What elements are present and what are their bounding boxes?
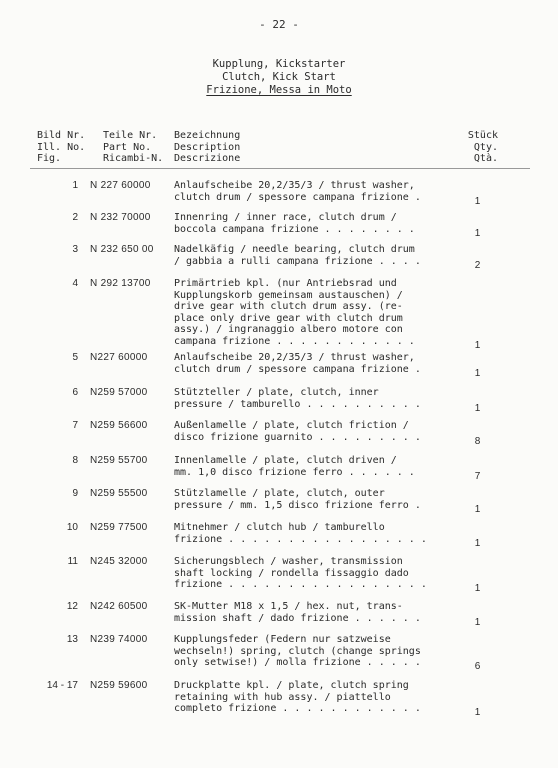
header-part-en: Part No. (103, 141, 152, 153)
fig-number: 11 (67, 556, 78, 567)
part-number: N259 59600 (90, 680, 148, 691)
description-line: frizione . . . . . . . . . . . . . . . . . (174, 579, 427, 590)
header-qty (468, 130, 498, 165)
fig-number: 12 (66, 601, 78, 612)
description-line: Innenring / inner race, clutch drum / (174, 212, 397, 223)
description (174, 244, 474, 267)
header-qty-it: Qtà. (473, 153, 498, 164)
description-line: clutch drum / spessore campana frizione . (174, 363, 421, 375)
description (174, 601, 474, 624)
fig-number: 8 (72, 455, 78, 466)
description-line: frizione . . . . . . . . . . . . . . . . . (174, 533, 427, 545)
description-line: Nadelkäfig / needle bearing, clutch drum (174, 244, 415, 255)
description-line: Anlaufscheibe 20,2/35/3 / thrust washer, (174, 180, 415, 191)
fig-number: 1 (72, 180, 78, 191)
title-italian: Frizione, Messa in Moto (206, 84, 352, 96)
header-desc-it: Descrizione (174, 153, 241, 164)
description (174, 420, 474, 443)
description-line: Anlaufscheibe 20,2/35/3 / thrust washer, (174, 352, 415, 363)
description-line: Stützlamelle / plate, clutch, outer (174, 488, 385, 499)
fig-number: 4 (72, 278, 78, 289)
header-part (103, 130, 163, 165)
page-number: - 22 - (259, 18, 299, 31)
description-line: completo frizione . . . . . . . . . . . . (174, 703, 421, 714)
header-divider (30, 168, 530, 169)
part-number: N242 60500 (90, 601, 148, 612)
part-number: N259 55500 (90, 488, 148, 499)
header-desc-de: Bezeichnung (174, 130, 241, 141)
description-line: campana frizione . . . . . . . . . . . . (174, 335, 415, 347)
description-line: assy.) / ingranaggio albero motore con (174, 324, 403, 335)
header-desc (174, 130, 240, 165)
description-line: only setwise!) / molla frizione . . . . . (174, 657, 421, 668)
description-line: clutch drum / spessore campana frizione . (174, 191, 421, 203)
quantity: 1 (474, 537, 481, 549)
description-line: place only drive gear with clutch drum (174, 312, 403, 324)
quantity: 1 (474, 503, 481, 515)
header-fig-en: Ill. No. (37, 141, 86, 153)
part-number: N259 77500 (90, 522, 148, 533)
description-line: disco frizione guarnito . . . . . . . . . (174, 431, 421, 443)
part-number: N259 56600 (90, 420, 148, 431)
fig-number: 9 (72, 488, 78, 499)
quantity: 1 (474, 402, 481, 414)
description-line: pressure / mm. 1,5 disco frizione ferro . (174, 499, 421, 511)
description-line: retaining with hub assy. / piattello (174, 691, 391, 703)
quantity: 1 (474, 367, 481, 379)
quantity: 1 (474, 227, 481, 239)
description-line: Kupplungsfeder (Federn nur satzweise (174, 634, 391, 645)
part-number: N259 57000 (90, 387, 148, 398)
description-line: / gabbia a rulli campana frizione . . . . (174, 255, 421, 267)
part-number: N 232 70000 (90, 212, 151, 223)
description-line: Sicherungsblech / washer, transmission (174, 556, 403, 567)
quantity: 6 (474, 661, 481, 672)
header-qty-de: Stück (467, 130, 498, 141)
quantity: 1 (474, 707, 481, 718)
description (174, 634, 474, 669)
header-fig-it: Fig. (37, 153, 62, 164)
header-qty-en: Qty. (473, 141, 498, 153)
description (174, 180, 474, 203)
description-line: mm. 1,0 disco frizione ferro . . . . . . (174, 466, 415, 478)
description-line: wechseln!) spring, clutch (change springs (174, 645, 421, 657)
quantity: 8 (474, 435, 481, 447)
part-number: N 292 13700 (90, 278, 151, 289)
description-line: Druckplatte kpl. / plate, clutch spring (174, 680, 409, 691)
part-number: N 232 650 00 (90, 244, 154, 255)
description (174, 488, 474, 511)
description (174, 278, 474, 347)
quantity: 1 (474, 339, 481, 351)
quantity: 7 (474, 470, 481, 482)
part-number: N 227 60000 (90, 180, 151, 191)
part-number: N259 55700 (90, 455, 148, 466)
fig-number: 2 (72, 212, 78, 223)
description-line: drive gear with clutch drum assy. (re- (174, 301, 403, 312)
fig-number: 13 (66, 634, 78, 645)
description-line: Stützteller / plate, clutch, inner (174, 387, 379, 398)
description-line: boccola campana frizione . . . . . . . . (174, 223, 415, 235)
part-number: N239 74000 (90, 634, 148, 645)
description (174, 680, 474, 715)
fig-number: 3 (72, 244, 78, 255)
description (174, 522, 474, 545)
header-desc-en: Description (174, 141, 241, 153)
fig-number: 10 (66, 522, 78, 533)
description (174, 387, 474, 410)
header-fig (37, 130, 85, 165)
description (174, 352, 474, 375)
part-number: N227 60000 (90, 352, 148, 363)
section-title (0, 58, 558, 97)
fig-number: 7 (72, 420, 78, 431)
title-english: Clutch, Kick Start (222, 71, 336, 83)
fig-number: 5 (72, 352, 78, 363)
description-line: mission shaft / dado frizione . . . . . . (174, 612, 421, 624)
header-part-it: Ricambi-N. (103, 153, 164, 164)
description-line: Außenlamelle / plate, clutch friction / (174, 420, 409, 431)
fig-number: 14 - 17 (46, 680, 78, 691)
quantity: 2 (474, 259, 481, 271)
header-fig-de: Bild Nr. (37, 130, 86, 141)
description (174, 556, 474, 591)
description (174, 212, 474, 235)
description (174, 455, 474, 478)
description-line: SK-Mutter M18 x 1,5 / hex. nut, trans- (174, 601, 403, 612)
part-number: N245 32000 (90, 556, 148, 567)
description-line: Innenlamelle / plate, clutch driven / (174, 455, 397, 466)
fig-number: 6 (72, 387, 78, 398)
title-german: Kupplung, Kickstarter (212, 58, 346, 70)
header-part-de: Teile Nr. (103, 130, 158, 141)
quantity: 1 (474, 616, 481, 628)
quantity: 1 (474, 195, 481, 207)
description-line: Mitnehmer / clutch hub / tamburello (174, 522, 385, 533)
quantity: 1 (474, 583, 481, 594)
description-line: pressure / tamburello . . . . . . . . . . (174, 398, 421, 410)
description-line: Primärtrieb kpl. (nur Antriebsrad und (174, 278, 397, 289)
description-line: shaft locking / rondella fissaggio dado (174, 567, 409, 579)
description-line: Kupplungskorb gemeinsam austauschen) / (174, 289, 403, 301)
